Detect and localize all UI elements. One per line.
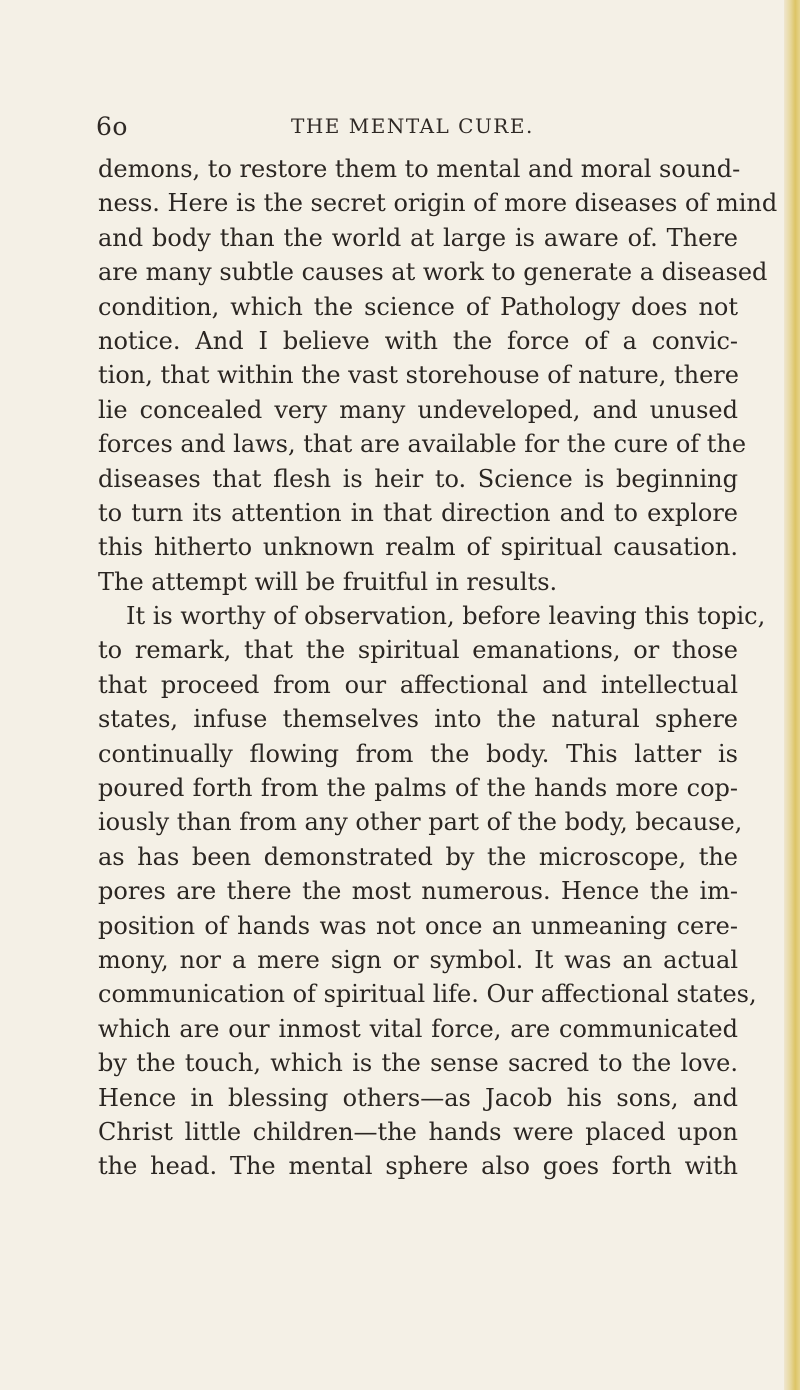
text-line: poured forth from the palms of the hands more cop- bbox=[98, 774, 738, 803]
text-line: states, infuse themselves into the natural sphere bbox=[98, 705, 738, 734]
text-line: to turn its attention in that direction and to explore bbox=[98, 498, 738, 527]
body-text bbox=[98, 152, 778, 1184]
text-line: position of hands was not once an unmeaning cere- bbox=[98, 911, 738, 940]
text-line: which are our inmost vital force, are communicated bbox=[98, 1014, 738, 1043]
text-line: that proceed from our affectional and intellectual bbox=[98, 670, 738, 699]
text-line: pores are there the most numerous. Hence the im- bbox=[98, 877, 738, 906]
text-line: lie concealed very many undeveloped, and unused bbox=[98, 395, 738, 424]
page-number: 6o bbox=[96, 112, 128, 141]
text-line: as has been demonstrated by the microscope, the bbox=[98, 842, 738, 871]
text-line: by the touch, which is the sense sacred to the love. bbox=[98, 1049, 738, 1078]
text-line: iously than from any other part of the body, because, bbox=[98, 808, 743, 837]
text-line: mony, nor a mere sign or symbol. It was an actual bbox=[98, 945, 738, 974]
text-line: tion, that within the vast storehouse of nature, there bbox=[98, 361, 739, 390]
text-line: ness. Here is the secret origin of more diseases of mind bbox=[98, 189, 778, 218]
text-line: the head. The mental sphere also goes forth with bbox=[98, 1152, 738, 1181]
text-line: notice. And I believe with the force of a convic- bbox=[98, 326, 738, 355]
text-line: It is worthy of observation, before leaving this topic, bbox=[126, 602, 766, 631]
text-line: this hitherto unknown realm of spiritual causation. bbox=[98, 533, 738, 562]
text-line: and body than the world at large is aware of. There bbox=[98, 223, 738, 252]
page-edge bbox=[784, 0, 800, 1390]
paragraph-1 bbox=[98, 152, 778, 599]
text-line: condition, which the science of Pathology does not bbox=[98, 292, 738, 321]
text-line: are many subtle causes at work to generate a diseased bbox=[98, 258, 768, 287]
running-title: THE MENTAL CURE. bbox=[291, 114, 534, 138]
running-head bbox=[96, 112, 740, 142]
text-line: continually flowing from the body. This latter is bbox=[98, 739, 738, 768]
text-line: Christ little children—the hands were placed upon bbox=[98, 1117, 738, 1146]
text-line: Hence in blessing others—as Jacob his sons, and bbox=[98, 1083, 738, 1112]
text-line: demons, to restore them to mental and moral sound- bbox=[98, 155, 741, 183]
text-line: to remark, that the spiritual emanations, or those bbox=[98, 636, 738, 665]
paragraph-2 bbox=[98, 599, 766, 1184]
text-line: diseases that flesh is heir to. Science is beginning bbox=[98, 464, 738, 493]
text-line: communication of spiritual life. Our affectional states, bbox=[98, 980, 757, 1009]
text-line: forces and laws, that are available for the cure of the bbox=[98, 430, 747, 459]
text-line: The attempt will be fruitful in results. bbox=[98, 567, 558, 596]
